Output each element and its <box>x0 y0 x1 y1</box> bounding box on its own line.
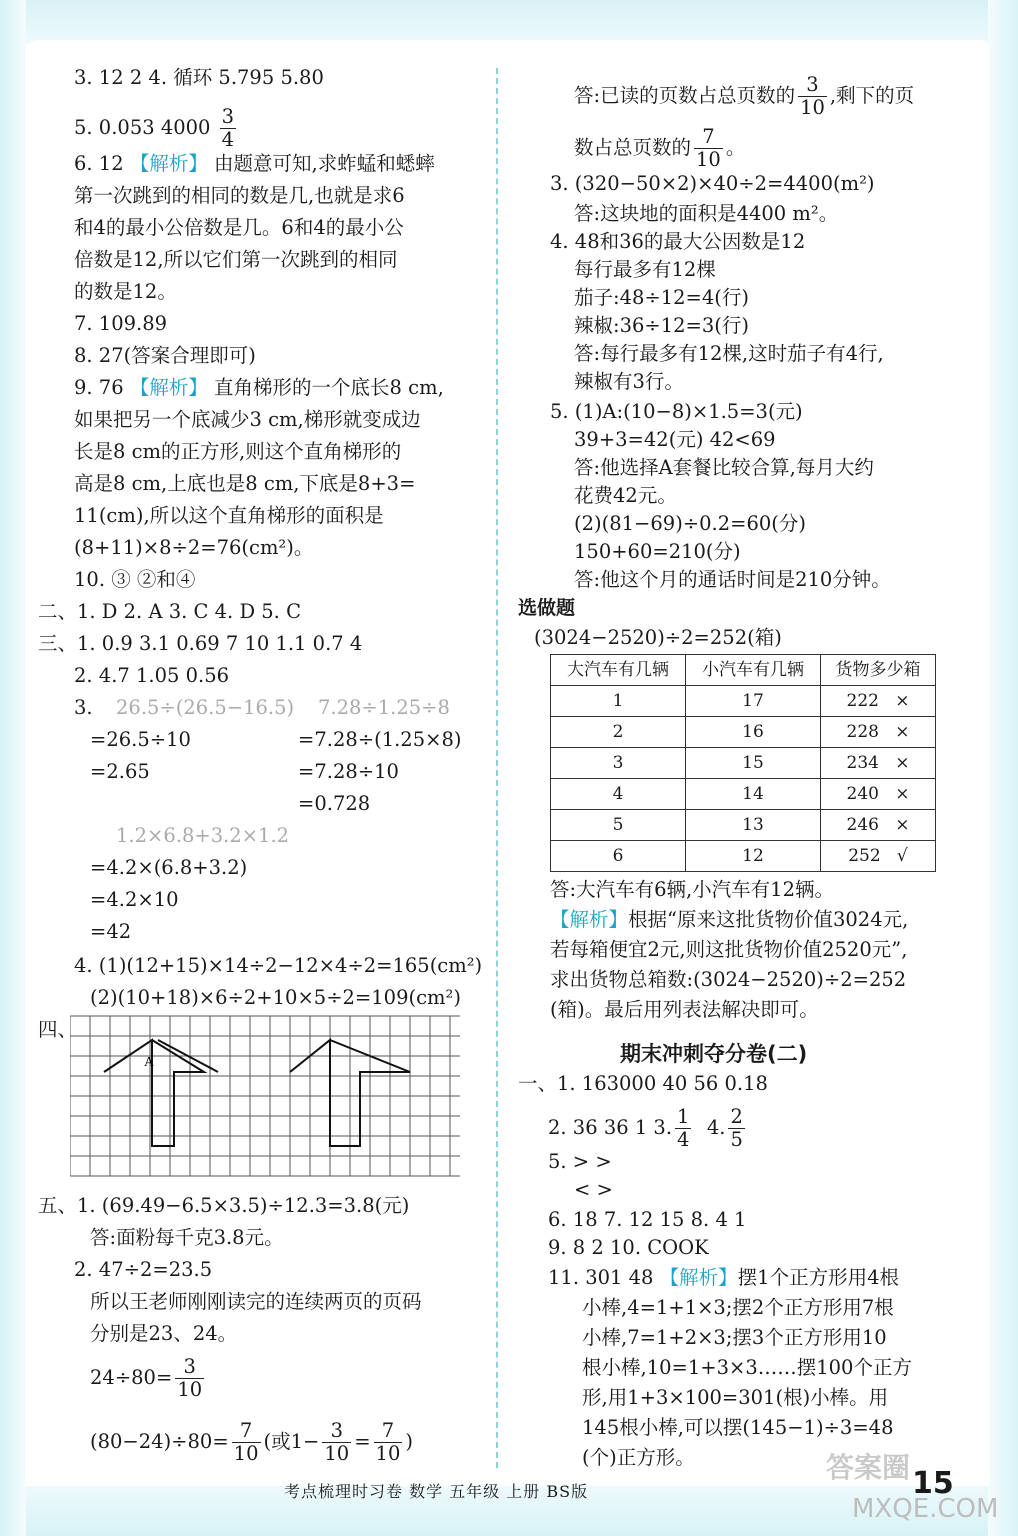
watermark-logo: 答案圈 <box>826 1451 911 1484</box>
line: 145根小棒,可以摆(145−1)÷3=48 <box>582 1416 894 1439</box>
line: 形,用1+3×100=301(根)小棒。用 <box>582 1386 889 1409</box>
table-header: 货物多少箱 <box>820 655 935 686</box>
footer-text: 考点梳理时习卷 数学 五年级 上册 BS版 <box>284 1482 589 1501</box>
line: 小棒,7=1+2×3;摆3个正方形用10 <box>582 1326 887 1349</box>
line: 二、1. D 2. A 3. C 4. D 5. C <box>38 600 302 623</box>
line: 3. (320−50×2)×40÷2=4400(m²) <box>550 172 875 195</box>
line: 答:已读的页数占总页数的 $\frac{3}{10}$ ,剩下的页 <box>574 73 915 119</box>
table-header: 小汽车有几辆 <box>685 655 820 686</box>
line: 2. 4.7 1.05 0.56 <box>74 664 230 687</box>
line: (箱)。最后用列表法解决即可。 <box>550 998 819 1021</box>
table-cell: 240 × <box>820 779 935 810</box>
line: 三、1. 0.9 3.1 0.69 7 10 1.1 0.7 4 <box>38 632 363 655</box>
line: 五、1. (69.49−6.5×3.5)÷12.3=3.8(元) <box>38 1194 410 1217</box>
line: 7. 109.89 <box>74 312 168 335</box>
table-cell: 12 <box>685 841 820 872</box>
cargo-table <box>550 654 936 872</box>
line: 24÷80= $\frac{3}{10}$ <box>90 1355 203 1401</box>
line: 根小棒,10=1+3×3……摆100个正方 <box>582 1356 912 1379</box>
grid-figure <box>70 1014 470 1180</box>
table-row <box>551 748 936 779</box>
line: 若每箱便宜2元,则这批货物价值2520元”, <box>550 938 908 961</box>
line: (80−24)÷80= $\frac{7}{10}$ (或1− $\frac{3}{10}$ = $\frac{7}{10}$ ) <box>90 1419 413 1465</box>
line: 【解析】根据“原来这批货物价值3024元, <box>550 908 909 931</box>
fraction: $\frac{3}{10}$ <box>177 1355 203 1401</box>
table-cell: 234 × <box>820 748 935 779</box>
table-cell: 13 <box>685 810 820 841</box>
line: 11(cm),所以这个直角梯形的面积是 <box>74 504 384 527</box>
line: (8+11)×8÷2=76(cm²)。 <box>74 536 314 559</box>
line: 第一次跳到的相同的数是几,也就是求6 <box>74 184 405 207</box>
fraction: $\frac{2}{5}$ <box>730 1105 743 1151</box>
line: 3. 12 2 4. 循环 5.795 5.80 <box>74 66 324 89</box>
line: =42 <box>90 920 132 943</box>
line: 小棒,4=1+1×3;摆2个正方形用7根 <box>582 1296 894 1319</box>
line: 4. (1)(12+15)×14÷2−12×4÷2=165(cm²) <box>74 954 483 977</box>
fraction: $\frac{1}{4}$ <box>677 1105 690 1151</box>
table-row <box>551 686 936 717</box>
line: 5. 0.053 4000 $\frac{3}{4}$ <box>74 105 235 151</box>
line: 5. (1)A:(10−8)×1.5=3(元) <box>550 400 803 423</box>
line: 9. 8 2 10. COOK <box>548 1236 709 1259</box>
line: 2. 36 36 1 3. $\frac{1}{4}$ 4. $\frac{2}{5}$ <box>548 1105 743 1151</box>
fraction: $\frac{3}{4}$ <box>221 105 235 151</box>
line: 辣椒有3行。 <box>574 370 684 393</box>
line: 的数是12。 <box>74 280 177 303</box>
line: 高是8 cm,上底也是8 cm,下底是8+3= <box>74 472 416 495</box>
line: =2.65 <box>90 760 150 783</box>
table-row <box>551 810 936 841</box>
line: 答:这块地的面积是4400 m²。 <box>574 202 839 225</box>
table-row <box>551 717 936 748</box>
line: 9. 76 【解析】 直角梯形的一个底长8 cm, <box>74 376 444 399</box>
line: =0.728 <box>298 792 371 815</box>
grid-label: A <box>144 1055 155 1070</box>
table-cell: 17 <box>685 686 820 717</box>
line: 每行最多有12棵 <box>574 258 716 281</box>
line: 辣椒:36÷12=3(行) <box>574 314 749 337</box>
optional-section-title: 选做题 <box>518 597 576 619</box>
line: 一、1. 163000 40 56 0.18 <box>518 1072 768 1095</box>
line: 3. <box>74 696 93 719</box>
table-cell: 16 <box>685 717 820 748</box>
line: 8. 27(答案合理即可) <box>74 344 256 367</box>
table-cell: 246 × <box>820 810 935 841</box>
line: 10. ③ ②和④ <box>74 568 196 591</box>
line: 5. > > <box>548 1150 612 1173</box>
page-border-left <box>0 0 26 1536</box>
line: 和4的最小公倍数是几。6和4的最小公 <box>74 216 404 239</box>
page-border-right <box>988 0 1018 1536</box>
line: 6. 18 7. 12 15 8. 4 1 <box>548 1208 747 1231</box>
page-number: 15 <box>912 1466 954 1501</box>
line: 11. 301 48 【解析】摆1个正方形用4根 <box>548 1266 899 1289</box>
table-cell: 222 × <box>820 686 935 717</box>
line: =4.2×(6.8+3.2) <box>90 856 248 879</box>
line: 求出货物总箱数:(3024−2520)÷2=252 <box>550 968 907 991</box>
fraction: $\frac{3}{10}$ <box>800 73 825 119</box>
line: 7.28÷1.25÷8 <box>318 696 450 719</box>
table-cell: 6 <box>551 841 686 872</box>
line: 答:大汽车有6辆,小汽车有12辆。 <box>550 878 834 901</box>
table-cell: 1 <box>551 686 686 717</box>
table-cell: 4 <box>551 779 686 810</box>
section-title: 期末冲刺夺分卷(二) <box>620 1042 808 1066</box>
table-cell: 15 <box>685 748 820 779</box>
table-row <box>551 841 936 872</box>
line: (2)(81−69)÷0.2=60(分) <box>574 512 807 535</box>
table-cell: 3 <box>551 748 686 779</box>
line: 答:面粉每千克3.8元。 <box>90 1226 284 1249</box>
table-header-row <box>551 655 936 686</box>
line: 150+60=210(分) <box>574 540 741 563</box>
line: 6. 12 【解析】 由题意可知,求蚱蜢和蟋蟀 <box>74 152 435 175</box>
fraction: $\frac{7}{10}$ <box>233 1419 259 1465</box>
line: 39+3=42(元) 42<69 <box>574 428 776 451</box>
line: 花费42元。 <box>574 484 677 507</box>
analysis-tag: 【解析】 <box>129 152 208 175</box>
line: 倍数是12,所以它们第一次跳到的相同 <box>74 248 398 271</box>
line: (个)正方形。 <box>582 1446 695 1469</box>
table-header: 大汽车有几辆 <box>551 655 686 686</box>
table-cell: 228 × <box>820 717 935 748</box>
table-cell: 5 <box>551 810 686 841</box>
line: 茄子:48÷12=4(行) <box>574 286 749 309</box>
fraction: $\frac{7}{10}$ <box>375 1419 401 1465</box>
analysis-tag: 【解析】 <box>129 376 208 399</box>
line: 数占总页数的 $\frac{7}{10}$ 。 <box>574 125 746 171</box>
line: 2. 47÷2=23.5 <box>74 1258 213 1281</box>
line: < > <box>574 1178 613 1201</box>
line: 所以王老师刚刚读完的连续两页的页码 <box>90 1290 422 1313</box>
line: =7.28÷10 <box>298 760 399 783</box>
table-row <box>551 779 936 810</box>
line: 4. 48和36的最大公因数是12 <box>550 230 806 253</box>
table-cell: 252 √ <box>820 841 935 872</box>
line: 分别是23、24。 <box>90 1322 238 1345</box>
line: (3024−2520)÷2=252(箱) <box>534 626 782 649</box>
column-divider <box>496 68 498 1468</box>
table-cell: 2 <box>551 717 686 748</box>
line: 答:他这个月的通话时间是210分钟。 <box>574 568 891 591</box>
table-cell: 14 <box>685 779 820 810</box>
line: 如果把另一个底减少3 cm,梯形就变成边 <box>74 408 421 431</box>
line: 26.5÷(26.5−16.5) <box>116 696 295 719</box>
fraction: $\frac{3}{10}$ <box>324 1419 350 1465</box>
line: =26.5÷10 <box>90 728 191 751</box>
analysis-tag: 【解析】 <box>550 908 629 931</box>
line: 答:他选择A套餐比较合算,每月大约 <box>574 456 874 479</box>
line: 长是8 cm的正方形,则这个直角梯形的 <box>74 440 402 463</box>
line: 四、 <box>38 1018 78 1041</box>
line: 1.2×6.8+3.2×1.2 <box>116 824 290 847</box>
page-border-top <box>0 0 1018 44</box>
line: =4.2×10 <box>90 888 179 911</box>
watermark-url: MXQE.COM <box>852 1494 999 1524</box>
fraction: $\frac{7}{10}$ <box>696 125 721 171</box>
line: =7.28÷(1.25×8) <box>298 728 462 751</box>
analysis-tag: 【解析】 <box>659 1266 738 1289</box>
line: 答:每行最多有12棵,这时茄子有4行, <box>574 342 884 365</box>
line: (2)(10+18)×6÷2+10×5÷2=109(cm²) <box>90 986 461 1009</box>
